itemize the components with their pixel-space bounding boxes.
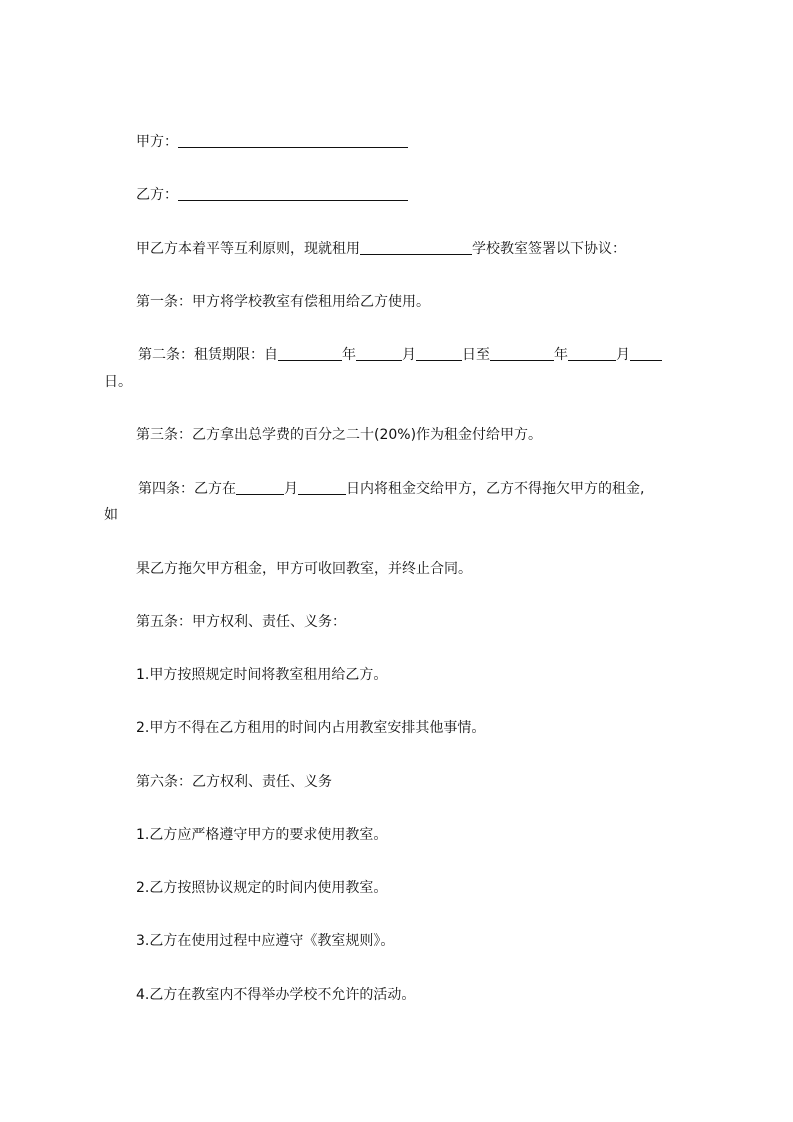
party-b-blank [178, 186, 408, 201]
preamble-before: 甲乙方本着平等互利原则，现就租用 [136, 241, 360, 257]
start-year-blank [278, 346, 342, 361]
article-6-item: 2.乙方按照协议规定的时间内使用教室。 [136, 880, 388, 896]
end-month-blank [568, 346, 616, 361]
start-day-blank [416, 346, 462, 361]
article-4-wrap: 如 [104, 507, 118, 523]
article-4-month: 月 [284, 481, 298, 497]
article-5-item: 1.甲方按照规定时间将教室租用给乙方。 [136, 667, 388, 683]
article-6-item: 3.乙方在使用过程中应遵守《教室规则》。 [136, 933, 395, 949]
article-4 [138, 480, 644, 498]
article-2 [138, 346, 662, 364]
payment-day-blank [298, 480, 346, 495]
party-a-line [136, 133, 408, 151]
party-a-label: 甲方： [136, 134, 178, 150]
article-5-title: 第五条：甲方权利、责任、义务： [136, 614, 346, 630]
article-1: 第一条：甲方将学校教室有偿租用给乙方使用。 [136, 294, 430, 310]
school-name-blank [360, 240, 472, 255]
article-2-prefix: 第二条：租赁期限：自 [138, 347, 278, 363]
party-a-blank [178, 133, 408, 148]
article-4-rest: 日内将租金交给甲方，乙方不得拖欠甲方的租金, [346, 481, 645, 497]
article-3: 第三条：乙方拿出总学费的百分之二十(20%)作为租金付给甲方。 [136, 427, 543, 443]
article-2-year-1: 年 [342, 347, 356, 363]
party-b-line [136, 186, 408, 204]
end-day-blank [630, 346, 662, 361]
payment-month-blank [236, 480, 284, 495]
end-year-blank [490, 346, 554, 361]
start-month-blank [356, 346, 402, 361]
article-2-end: 日。 [104, 374, 132, 390]
article-6-item: 1.乙方应严格遵守甲方的要求使用教室。 [136, 827, 388, 843]
preamble [136, 240, 626, 258]
article-5-item: 2.甲方不得在乙方租用的时间内占用教室安排其他事情。 [136, 720, 486, 736]
article-2-month-2: 月 [616, 347, 630, 363]
preamble-after: 学校教室签署以下协议： [472, 241, 626, 257]
article-2-year-2: 年 [554, 347, 568, 363]
article-4-prefix: 第四条：乙方在 [138, 481, 236, 497]
article-2-day-1: 日至 [462, 347, 490, 363]
article-2-month-1: 月 [402, 347, 416, 363]
article-6-item: 4.乙方在教室内不得举办学校不允许的活动。 [136, 987, 416, 1003]
article-6-title: 第六条：乙方权利、责任、义务 [136, 774, 332, 790]
party-b-label: 乙方： [136, 187, 178, 203]
article-4-continued: 果乙方拖欠甲方租金，甲方可收回教室，并终止合同。 [136, 561, 472, 577]
